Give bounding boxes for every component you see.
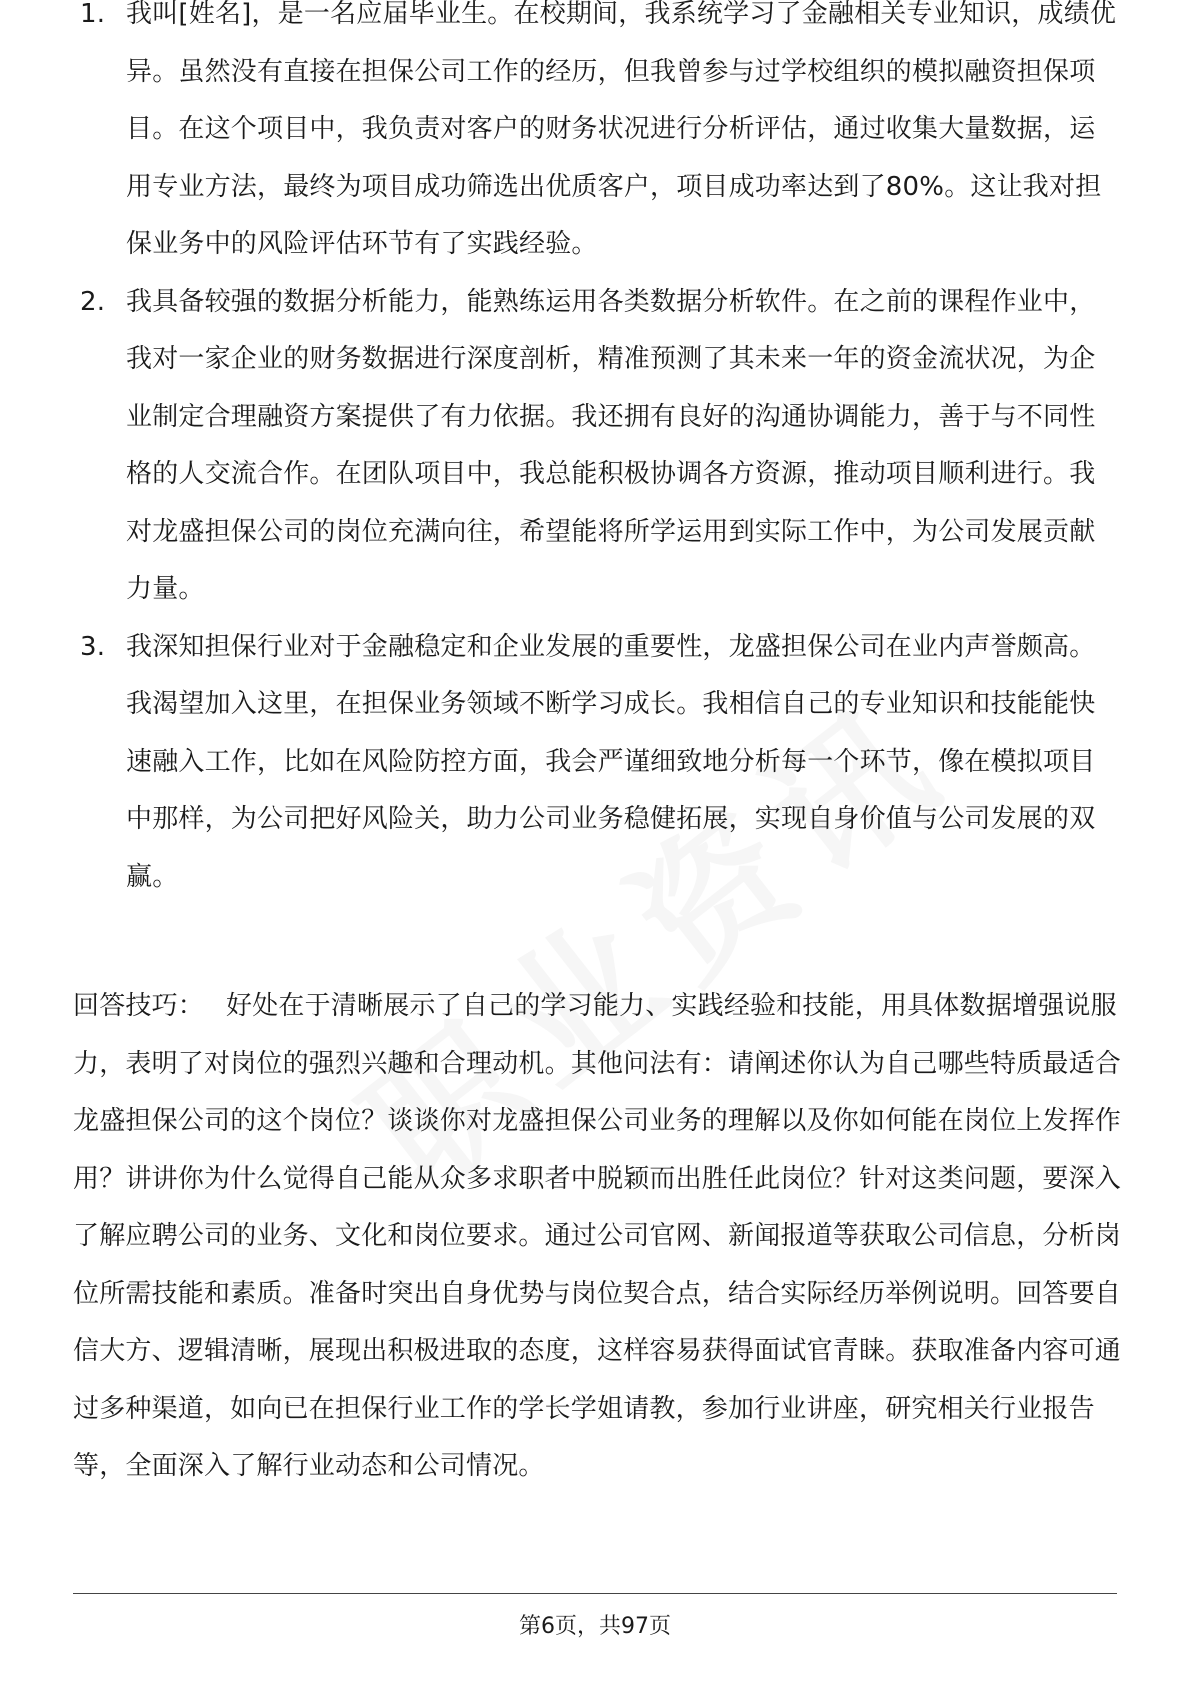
footer-divider (73, 1593, 1117, 1594)
tips-label: 回答技巧： (73, 991, 205, 1021)
list-item-text: 我具备较强的数据分析能力，能熟练运用各类数据分析软件。在之前的课程作业中，我对一家企业的财务数据进行深度剖析，精准预测了其未来一年的资金流状况，为企业制定合理融资方案提供了有力依据。我还拥有良好的沟通协调能力，善于与不同性格的人交流合作。在团队项目中，我总能积极协调各方资源，推动项目顺利进行。我对龙盛担保公司的岗位充满向往，希望能将所学运用到实际工作中，为公司发展贡献力量。 (126, 286, 1096, 604)
list-item-text: 我深知担保行业对于金融稳定和企业发展的重要性，龙盛担保公司在业内声誉颇高。我渴望加入这里，在担保业务领域不断学习成长。我相信自己的专业知识和技能能快速融入工作，比如在风险防控方面，我会严谨细致地分析每一个环节，像在模拟项目中那样，为公司把好风险关，助力公司业务稳健拓展，实现自身价值与公司发展的双赢。 (126, 631, 1096, 892)
list-item-number: 1. (80, 0, 106, 29)
answer-list (80, 0, 1120, 906)
answer-tips (73, 978, 1123, 1496)
tips-text: 好处在于清晰展示了自己的学习能力、实践经验和技能，用具体数据增强说服力，表明了对岗位的强烈兴趣和合理动机。其他问法有：请阐述你认为自己哪些特质最适合龙盛担保公司的这个岗位？谈谈你对龙盛担保公司业务的理解以及你如何能在岗位上发挥作用？讲讲你为什么觉得自己能从众多求职者中脱颖而出胜任此岗位？针对这类问题，要深入了解应聘公司的业务、文化和岗位要求。通过公司官网、新闻报道等获取公司信息，分析岗位所需技能和素质。准备时突出自身优势与岗位契合点，结合实际经历举例说明。回答要自信大方、逻辑清晰，展现出积极进取的态度，这样容易获得面试官青睐。获取准备内容可通过多种渠道，如向已在担保行业工作的学长学姐请教，参加行业讲座，研究相关行业报告等，全面深入了解行业动态和公司情况。 (73, 991, 1122, 1481)
list-item (80, 0, 1120, 274)
page-number: 第6页，共97页 (519, 1614, 671, 1639)
list-item (80, 274, 1120, 619)
list-item (80, 619, 1120, 907)
list-item-text: 我叫[姓名]，是一名应届毕业生。在校期间，我系统学习了金融相关专业知识，成绩优异。虽然没有直接在担保公司工作的经历，但我曾参与过学校组织的模拟融资担保项目。在这个项目中，我负责对客户的财务状况进行分析评估，通过收集大量数据，运用专业方法，最终为项目成功筛选出优质客户，项目成功率达到了80%。这让我对担保业务中的风险评估环节有了实践经验。 (126, 0, 1117, 259)
list-item-number: 3. (80, 631, 106, 662)
list-item-number: 2. (80, 286, 106, 317)
